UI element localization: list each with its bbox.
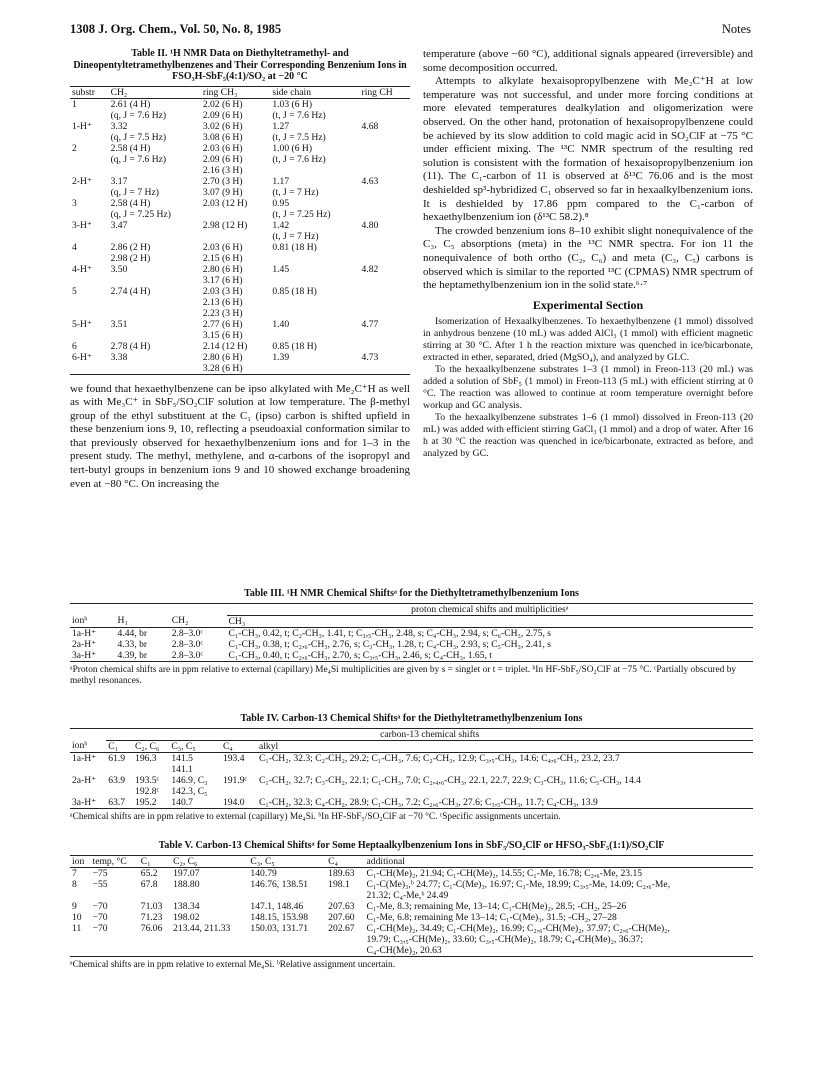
left-column xyxy=(70,48,410,491)
table3-cell: 4.39, br xyxy=(117,649,148,661)
table2-cell: 2.58 (4 H) (q, J = 7.25 Hz) xyxy=(110,197,171,220)
table5-row xyxy=(70,867,753,879)
table2-row xyxy=(70,98,410,121)
table4-cell: 63.7 xyxy=(108,796,126,808)
table5-cell: −70 xyxy=(92,922,108,934)
table2-cell: 1.03 (6 H) (t, J = 7.6 Hz) xyxy=(272,98,326,121)
section-label: Notes xyxy=(721,22,751,36)
table5-cell: 146.76, 138.51 xyxy=(250,878,308,890)
table5-cell: 10 xyxy=(72,911,82,923)
table2-caption: Table II. ¹H NMR Data on Diethyltetramethyl- and Dineopentyltetramethylbenzenes and Their Corresponding Benzenium Ions in FSO₃H-SbF₅(4:1)/SO₂ at −20 °C xyxy=(73,48,407,82)
table4-block xyxy=(70,713,753,823)
table4-cell: 196.3 xyxy=(135,752,157,764)
table5-cell: 213.44, 211.33 xyxy=(173,922,231,934)
table2-cell: 1.17 (t, J = 7 Hz) xyxy=(272,175,319,198)
table5-cell: 71.03 xyxy=(140,900,163,912)
table3-cell: 2.8–3.0ᶜ xyxy=(171,638,203,650)
table2-row xyxy=(70,220,410,242)
table2-cell: 2.14 (12 H) xyxy=(202,340,248,352)
table2-row xyxy=(70,319,410,341)
table5-cell: −70 xyxy=(92,911,108,923)
table2-body xyxy=(70,98,410,374)
table5-col-header: additional xyxy=(366,855,405,867)
table5-col-header: C₁ xyxy=(140,855,151,867)
table4-col-header: C₃, C₅ xyxy=(171,740,196,752)
table3-col-header: H₁ xyxy=(117,615,128,627)
table5-cell: 188.80 xyxy=(173,878,200,890)
table5-row xyxy=(70,923,753,957)
table3-caption: Table III. ¹H NMR Chemical Shiftsᵃ for the Diethyltetramethylbenzenium Ions xyxy=(244,588,579,599)
table5-col-header: C₃, C₅ xyxy=(250,855,275,867)
table3-col-header: ionᵇ xyxy=(72,615,88,627)
exp-para-1: To the hexaalkylbenzene substrates 1–3 (1 mmol) in Freon-113 (20 mL) was added a solution of SbF₅ (1 mmol) in Freon-113 (5 mL) with efficient stirring at 0 °C. The reaction was allowed to continue at room temperature overnight before workup and GC analysis. xyxy=(423,364,753,412)
table2-cell: 0.85 (18 H) xyxy=(272,285,317,297)
table2-cell: 4.73 xyxy=(361,351,379,363)
table5-caption: Table V. Carbon-13 Chemical Shiftsᵃ for Some Heptaalkylbenzenium Ions in SbF₅/SO₂ClF or HFSO₃-SbF₅(1:1)/SO₂ClF xyxy=(158,840,665,851)
table5-row xyxy=(70,901,753,912)
table5-cell: C₁-CH(Me)₂, 34.49; C₁-CH(Me)₂, 16.99; C₂,₆-CH(Me)₂, 37.97; C₂,₆-CH(Me)₂, 19.79; C₃,₅-CH(Me)₂, 33.60; C₃,₅-CH(Me)₂, 18.79; C₄-CH(Me)₂, 36.37; C₄-CH(Me)₂, 20.63 xyxy=(366,922,670,956)
table4-cell: 141.5 141.1 xyxy=(171,752,193,775)
table4-group-header: carbon-13 chemical shifts xyxy=(106,728,753,740)
table2-row xyxy=(70,286,410,319)
table4-col-header: alkyl xyxy=(258,740,279,752)
table4-cell: 193.4 xyxy=(222,752,245,764)
table5-footnote: ᵃChemical shifts are in ppm relative to external Me₄Si. ᵇRelative assignment uncertain. xyxy=(70,959,396,970)
table5-cell: 8 xyxy=(72,878,77,890)
table2-cell: 3.38 xyxy=(110,351,128,363)
table2-col-header: substr xyxy=(72,86,95,98)
table2-cell: 3-H⁺ xyxy=(72,219,92,231)
table2-row xyxy=(70,352,410,375)
table2-cell: 4.80 xyxy=(361,219,379,231)
table3-row xyxy=(70,650,753,662)
table3-cell: 3a-H⁺ xyxy=(72,649,97,661)
table5-row xyxy=(70,912,753,923)
table2-cell xyxy=(360,341,410,352)
table2-cell: 2.03 (6 H) 2.09 (6 H) 2.16 (3 H) xyxy=(202,142,243,176)
journal-citation: 1308 J. Org. Chem., Vol. 50, No. 8, 1985 xyxy=(70,22,282,36)
table2-cell xyxy=(360,242,410,264)
table2-cell: 1-H⁺ xyxy=(72,120,92,132)
table2-cell: 0.95 (t, J = 7.25 Hz) xyxy=(272,197,331,220)
exp-para-0: Isomerization of Hexaalkylbenzenes. To hexaethylbenzene (1 mmol) dissolved in anhydrous benzene (10 mL) was added AlCl₃ (1 mmol) with efficient magnetic stirring at 30 °C. After 1 h the reaction mixture was quenched in ice/bicarbonate, extracted in ether, separated, dried (MgSO₄), and analyzed by GLC. xyxy=(423,316,753,364)
table2-cell: 2.80 (6 H) 3.28 (6 H) xyxy=(202,351,243,374)
table5-cell: 9 xyxy=(72,900,77,912)
table2-col-header: ring CH xyxy=(361,86,393,98)
table5 xyxy=(70,855,753,957)
right-para-0: temperature (above −60 °C), additional signals appeared (irreversible) and some decomposition occurred. xyxy=(423,48,753,74)
table2-row xyxy=(70,176,410,198)
table2-cell: 0.81 (18 H) xyxy=(272,241,317,253)
table3-cell: 2.8–3.0ᶜ xyxy=(171,627,203,639)
table5-cell: 140.79 xyxy=(250,867,277,879)
table2-cell xyxy=(360,198,410,220)
table2-cell: 6 xyxy=(72,340,77,352)
table2-row xyxy=(70,341,410,352)
table5-row xyxy=(70,879,753,901)
table4-col-header: C₄ xyxy=(222,740,233,752)
table5-cell: 198.1 xyxy=(328,878,350,890)
table3-cell: 4.33, br xyxy=(117,638,148,650)
table2-cell: 2 xyxy=(72,142,77,154)
left-body-text: we found that hexaethylbenzene can be ipso alkylated with Me₂C⁺H as well as with Me₃C⁺ in SbF₅/SO₂ClF solution at low temperature. The β-methyl group of the ethyl substituent at the C₁ (ipso) carbon is shifted upfield in these benzenium ions 9, 10, reflecting a pseudoaxial conformation similar to that previously observed for hexaethylbenzenium ions and for 1–3 in the present study. The methyl, methylene, and α-carbons of the isopropyl and tert-butyl groups in benzenium ions 9 and 10 showed exchange broadening even at −80 °C. On increasing the xyxy=(70,382,410,490)
table2-cell: 3 xyxy=(72,197,77,209)
table5-cell: 7 xyxy=(72,867,77,879)
table3-col-header: CH₃ xyxy=(228,615,246,627)
table2-cell: 2.02 (6 H) 2.09 (6 H) xyxy=(202,98,243,121)
table5-cell: −55 xyxy=(92,878,108,890)
table2-cell: 3.02 (6 H) 3.08 (6 H) xyxy=(202,120,243,143)
table3-header-row xyxy=(70,615,753,627)
table3-col-header: CH₂ xyxy=(171,615,189,627)
table4-cell: 63.9 xyxy=(108,774,126,786)
table4-col-header: C₁ xyxy=(108,740,119,752)
table2-cell: 1.42 (t, J = 7 Hz) xyxy=(272,219,319,242)
table4-row xyxy=(70,752,753,775)
table4-cell: 3a-H⁺ xyxy=(72,796,97,808)
table2 xyxy=(70,86,410,375)
table5-cell: 150.03, 131.71 xyxy=(250,922,308,934)
table2-cell: 1.40 xyxy=(272,318,290,330)
experimental-heading: Experimental Section xyxy=(532,297,644,312)
table2-cell: 4.82 xyxy=(361,263,379,275)
table5-cell: 207.60 xyxy=(328,911,355,923)
table2-cell: 3.50 xyxy=(110,263,128,275)
table2-col-header: side chain xyxy=(272,86,311,98)
table3-footnote: ᵃProton chemical shifts are in ppm relative to external (capillary) Me₄Si multiplicities are given by s = singlet or t = triplet. ᵇIn HF-SbF₅/SO₂ClF at −75 °C. ᶜPartially obscured by methyl resonances. xyxy=(70,664,737,686)
table2-cell: 4.63 xyxy=(361,175,379,187)
table4-caption: Table IV. Carbon-13 Chemical Shiftsᵃ for the Diethyltetramethylbenzenium Ions xyxy=(240,713,583,724)
table5-block xyxy=(70,840,753,971)
table5-cell: 71.23 xyxy=(140,911,163,923)
table2-cell: 1.39 xyxy=(272,351,290,363)
table2-cell: 2.03 (6 H) 2.15 (6 H) xyxy=(202,241,243,264)
table4-cell: C₁-CH₂, 32.3; C₂-CH₂, 29.2; C₁-CH₃, 7.6; C₂-CH₃, 12.9; C₃,₅-CH₃, 14.6; C₄,₆-CH₃, 23.2, 23.7 xyxy=(258,752,620,764)
table5-cell: 198.02 xyxy=(173,911,200,923)
table2-col-header: ring CH₃ xyxy=(202,86,238,98)
table2-cell: 2.74 (4 H) xyxy=(110,285,151,297)
right-para-2: The crowded benzenium ions 8–10 exhibit slight nonequivalence of the C₃, C₅ absorptions (meta) in the ¹³C NMR spectra. For ion 11 the nonequivalence of both ortho (C₂, C₆) and meta (C₃, C₅) carbons is observed which is similar to the reported ¹³C (CPMAS) NMR spectrum of the heptamethylbenzenium ion in the solid state.⁶·⁷ xyxy=(423,224,753,292)
table5-col-header: temp, °C xyxy=(92,855,127,867)
table2-col-header: CH₂ xyxy=(110,86,128,98)
table2-cell: 3.47 xyxy=(110,219,128,231)
table4-row xyxy=(70,775,753,797)
table2-cell xyxy=(360,286,410,319)
table2-row xyxy=(70,121,410,143)
table4-col-header: C₂, C₆ xyxy=(135,740,160,752)
table5-cell: 11 xyxy=(72,922,82,934)
table5-cell: 138.34 xyxy=(173,900,200,912)
table4-col-header: ionᵇ xyxy=(72,740,88,752)
table5-cell: C₁-Me, 8.3; remaining Me, 13–14; C₁-CH(Me)₂, 28.5; -CH₂, 25–26 xyxy=(366,900,627,912)
table3-row xyxy=(70,627,753,639)
table5-cell: 189.63 xyxy=(328,867,355,879)
table2-cell: 2.58 (4 H) (q, J = 7.6 Hz) xyxy=(110,142,167,165)
table2-cell: 3.17 (q, J = 7 Hz) xyxy=(110,175,159,198)
table2-cell xyxy=(360,98,410,121)
table4-cell: 194.0 xyxy=(222,796,245,808)
table5-col-header: ion xyxy=(72,855,85,867)
table3-cell: 2a-H⁺ xyxy=(72,638,97,650)
table2-cell: 2.77 (6 H) 3.15 (6 H) xyxy=(202,318,243,341)
table4-row xyxy=(70,797,753,809)
table2-cell: 2.78 (4 H) xyxy=(110,340,151,352)
table3-group-header: proton chemical shifts and multiplicitiesᵃ xyxy=(227,603,753,615)
exp-para-2: To the hexaalkylbenzene substrates 1–6 (1 mmol) dissolved in Freon-113 (20 mL) was added with efficient stirring GaCl₃ (1 mmol) and a drop of water. After 16 h at 30 °C the reaction was quenched in ice/bicarbonate, extracted as before, and analyzed by GC. xyxy=(423,412,753,460)
table4-footnote: ᵃChemical shifts are in ppm relative to external (capillary) Me₄Si. ᵇIn HF-SbF₅/SO₂ClF at −70 °C. ᶜSpecific assignments uncertain. xyxy=(70,811,561,822)
table4-body xyxy=(70,752,753,808)
table4-cell: 193.5ᶜ 192.8ᶜ xyxy=(135,774,160,797)
table4-cell: C₁-CH₂, 32.7; C₃-CH₂, 22.1; C₁-CH₃, 7.0; C₂,₄,₆-CH₃, 22.1, 22.7, 22.9; C₃-CH₃, 11.6; C₅-CH₃, 14.4 xyxy=(258,774,641,786)
table2-cell: 2.86 (2 H) 2.98 (2 H) xyxy=(110,241,151,264)
table5-cell: −75 xyxy=(92,867,108,879)
table5-cell: C₁-CH(Me)₂, 21.94; C₁-CH(Me)₂, 14.55; C₁-Me, 16.78; C₂,₆-Me, 23.15 xyxy=(366,867,643,879)
table2-cell: 2.03 (3 H) 2.13 (6 H) 2.23 (3 H) xyxy=(202,285,243,319)
table2-cell: 2.70 (3 H) 3.07 (9 H) xyxy=(202,175,243,198)
table5-cell: 76.06 xyxy=(140,922,163,934)
table5-col-header: C₄ xyxy=(328,855,338,867)
table5-cell: C₁-C(Me)₃,ᵇ 24.77; C₁-C(Me)₃, 16.97; C₁-Me, 18.99; C₃,₅-Me, 14.09; C₂,₆-Me, 21.32; C₄-Me,ᵇ 24.49 xyxy=(366,878,671,901)
table2-cell: 4 xyxy=(72,241,77,253)
table2-cell: 2-H⁺ xyxy=(72,175,92,187)
table4-cell: 2a-H⁺ xyxy=(72,774,97,786)
table5-cell: 148.15, 153.98 xyxy=(250,911,308,923)
table2-cell: 4-H⁺ xyxy=(72,263,92,275)
table2-cell: 0.85 (18 H) xyxy=(272,340,317,352)
table4-cell: C₁-CH₂, 32.3; C₄-CH₂, 28.9; C₁-CH₃, 7.2; C₂,₆-CH₃, 27.6; C₃,₅-CH₃, 11.7; C₄-CH₃, 13.9 xyxy=(258,796,598,808)
right-column xyxy=(423,48,753,460)
page-header xyxy=(70,22,751,40)
table5-body xyxy=(70,867,753,956)
table3-body xyxy=(70,627,753,661)
table2-cell: 3.51 xyxy=(110,318,128,330)
table5-cell: 207.63 xyxy=(328,900,355,912)
right-para-1: Attempts to alkylate hexaisopropylbenzene with Me₂C⁺H at low temperature was not successful, and under more forcing conditions at more elevated temperatures dealkylation and oligomerization were observed. On the other hand, protonation of hexaisopropylbenzene could be achieved by its slow addition to cold magic acid in SO₂ClF at −75 °C under efficient mixing. The ¹³C NMR spectrum of the resulting red solution is consistent with the formation of hexaisopropylbenzenium ion (11). The C₁-carbon of 11 is observed at δ¹³C 76.06 and is the most deshielded sp³-hybridized C₁ observed so far in hexaalkylbenzenium ions. It is deshielded by 17.86 ppm compared to the C₁-carbon of hexaethylbenzenium ion (δ¹³C 58.2).⁸ xyxy=(423,75,753,224)
table4 xyxy=(70,728,753,809)
table2-cell: 1.00 (6 H) (t, J = 7.6 Hz) xyxy=(272,142,326,165)
table2-cell: 5-H⁺ xyxy=(72,318,92,330)
table2-cell: 6-H⁺ xyxy=(72,351,92,363)
table4-cell: 146.9, C₃ 142.3, C₅ xyxy=(171,774,208,797)
table2-cell: 2.03 (12 H) xyxy=(202,197,248,209)
table3-cell: 4.44, br xyxy=(117,627,148,639)
table2-row xyxy=(70,242,410,264)
table5-cell: 202.67 xyxy=(328,922,355,934)
table5-col-header: C₂, C₆ xyxy=(173,855,198,867)
table4-cell: 1a-H⁺ xyxy=(72,752,97,764)
table5-cell: −70 xyxy=(92,900,108,912)
table5-cell: 197.07 xyxy=(173,867,200,879)
table2-header-row xyxy=(70,86,410,98)
table2-cell: 2.80 (6 H) 3.17 (6 H) xyxy=(202,263,243,286)
table5-cell: 147.1, 148.46 xyxy=(250,900,304,912)
table2-row xyxy=(70,143,410,176)
table2-cell: 4.68 xyxy=(361,120,379,132)
table2-cell: 1 xyxy=(72,98,77,110)
table3-cell: C₁-CH₃, 0.42, t; C₂-CH₃, 1.41, t; C₃,₅-CH₃, 2.48, s; C₄-CH₃, 2.94, s; C₆-CH₃, 2.75, s xyxy=(228,627,552,639)
table4-cell: 140.7 xyxy=(171,796,193,808)
table2-cell: 5 xyxy=(72,285,77,297)
table3-row xyxy=(70,639,753,650)
table5-cell: C₁-Me, 6.8; remaining Me 13–14; C₁-C(Me)₃, 31.5; -CH₂, 27–28 xyxy=(366,911,617,923)
table3-cell: 1a-H⁺ xyxy=(72,627,97,639)
table3-block xyxy=(70,588,753,687)
table2-cell: 2.98 (12 H) xyxy=(202,219,248,231)
table2-cell: 2.61 (4 H) (q, J = 7.6 Hz) xyxy=(110,98,167,121)
table2-cell xyxy=(360,143,410,176)
table2-cell: 4.77 xyxy=(361,318,379,330)
table4-cell: 191.9ᶜ xyxy=(222,774,247,786)
table3-cell: 2.8–3.0ᶜ xyxy=(171,649,203,661)
table4-cell: 61.9 xyxy=(108,752,126,764)
table3 xyxy=(70,603,753,662)
table2-row xyxy=(70,264,410,286)
table4-header-row xyxy=(70,740,753,752)
table3-cell: C₁-CH₃, 0.38, t; C₂,₆-CH₃, 2.76, s; C₃-CH₃, 1.28, t; C₄-CH₃, 2.93, s; C₅-CH₃, 2.41, s xyxy=(228,638,552,650)
table5-cell: 67.8 xyxy=(140,878,158,890)
table3-cell: C₁-CH₃, 0.40, t; C₂,₆-CH₃, 2.70, s; C₃,₅-CH₃, 2.46, s; C₄-CH₃, 1.65, t xyxy=(228,649,492,661)
table2-cell: 1.45 xyxy=(272,263,290,275)
table5-cell: 65.2 xyxy=(140,867,158,879)
table2-cell: 3.32 (q, J = 7.5 Hz) xyxy=(110,120,167,143)
table5-header-row xyxy=(70,855,753,867)
table2-cell: 1.27 (t, J = 7.5 Hz) xyxy=(272,120,326,143)
table2-row xyxy=(70,198,410,220)
table4-cell: 195.2 xyxy=(135,796,157,808)
